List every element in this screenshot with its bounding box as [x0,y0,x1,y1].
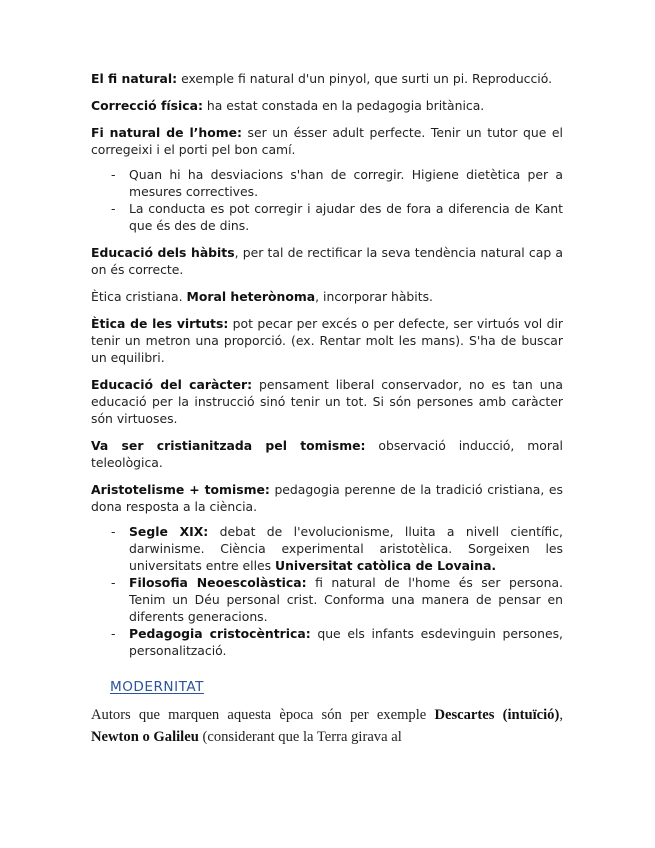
paragraph-fi-natural [91,70,563,87]
term-segle-xix: Segle XIX: [129,524,209,539]
term-fi-natural-home: Fi natural de l’home: [91,125,242,140]
section-heading-modernitat: MODERNITAT [110,679,204,695]
term-universitat-lovaina: Universitat catòlica de Lovaina. [275,558,497,573]
text-separator: , [559,707,563,723]
bullet-list-correccio [91,166,563,234]
text-modernitat-end: (considerant que la Terra girava al [198,729,402,745]
list-item-text: debat de l'evolucionisme, lluita a nivell científic, darwinisme. Ciència experimental aristotèlica. Sorgeixen les universitats entre elles [129,524,563,573]
term-correccio-fisica: Correcció física: [91,98,203,113]
paragraph-aristotelisme [91,481,563,515]
text-modernitat-intro: Autors que marquen aquesta època són per exemple [91,707,435,723]
term-cristocentrica: Pedagogia cristocèntrica: [129,626,311,641]
list-item-text: Quan hi ha desviacions s'han de corregir. Higiene dietètica per a mesures correctives. [129,167,563,199]
dash-bullet: - [111,626,116,641]
paragraph-habits [91,244,563,278]
text-tomisme: observació inducció, moral teleològica. [91,438,563,470]
paragraph-tomisme [91,437,563,471]
paragraph-virtuts [91,315,563,366]
paragraph-caracter [91,376,563,427]
term-habits: Educació dels hàbits [91,245,235,260]
text-etica-cristiana-end: , incorporar hàbits. [315,289,433,304]
list-item [91,200,563,234]
text-virtuts: pot pecar per excés o per defecte, ser virtuós vol dir tenir un metron una proporció. (ex. Rentar molt les mans). S'ha de buscar un equilibri. [91,316,564,365]
dash-bullet: - [111,167,116,182]
term-tomisme: Va ser cristianitzada pel tomisme: [91,438,366,453]
term-newton-galileu: Newton o Galileu [91,729,199,745]
text-fi-natural-home: ser un ésser adult perfecte. Tenir un tutor que el corregeixi i el porti pel bon camí. [91,125,563,157]
text-habits: , per tal de rectificar la seva tendència natural cap a on és correcte. [91,245,563,277]
text-aristotelisme: pedagogia perenne de la tradició cristiana, es dona resposta a la ciència. [91,482,563,514]
list-item-text: fi natural de l'home és ser persona. Tenim un Déu personal crist. Conforma una manera de pensar en diferents generacions. [129,575,563,624]
list-item [91,166,563,200]
term-descartes: Descartes (intuïció) [434,707,560,723]
term-aristotelisme: Aristotelisme + tomisme: [91,482,270,497]
text-fi-natural: exemple fi natural d'un pinyol, que surti un pi. Reproducció. [177,71,553,86]
document-page [91,70,563,758]
text-correccio-fisica: ha estat constada en la pedagogia britànica. [202,98,485,113]
term-caracter: Educació del caràcter: [91,377,253,392]
term-neoescolastica: Filosofia Neoescolàstica: [129,575,307,590]
dash-bullet: - [111,524,116,539]
list-item [91,574,563,625]
list-item-text: La conducta es pot corregir i ajudar des de fora a diferencia de Kant que és des de dins. [129,201,563,233]
term-virtuts: Ètica de les virtuts: [91,316,229,331]
dash-bullet: - [111,575,116,590]
paragraph-etica-cristiana [91,288,563,305]
list-item [91,625,563,659]
list-item [91,523,563,574]
text-etica-cristiana: Ètica cristiana. [91,289,187,304]
list-item-text: que els infants esdevinguin persones, personalització. [129,626,563,658]
term-moral-heteronoma: Moral heterònoma [186,289,316,304]
dash-bullet: - [111,201,116,216]
paragraph-modernitat [91,704,563,748]
text-caracter: pensament liberal conservador, no es tan una educació per la instrucció sinó tenir un tot. Si són persones amb caràcter són virtuoses. [91,377,564,426]
paragraph-fi-natural-home [91,124,563,158]
paragraph-correccio-fisica [91,97,563,114]
term-fi-natural: El fi natural: [91,71,178,86]
bullet-list-aristotelisme [91,523,563,659]
